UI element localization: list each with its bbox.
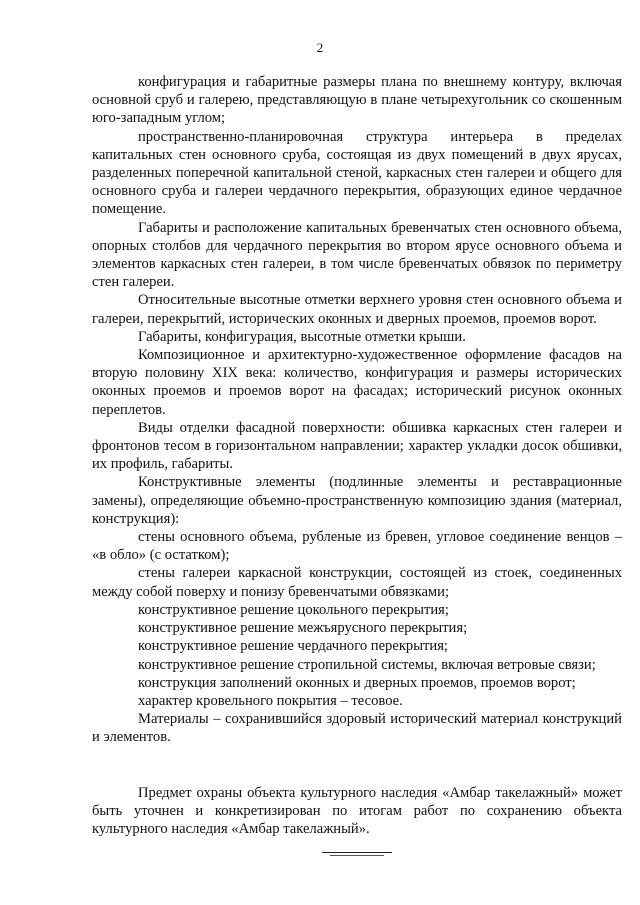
end-of-document-rule xyxy=(322,852,392,853)
paragraph-closing: Предмет охраны объекта культурного наследия «Амбар такелажный» может быть уточнен и конкретизирован по итогам работ по сохранению объекта культурного наследия «Амбар такелажный». xyxy=(92,785,622,838)
list-item-interstorey-floor: конструктивное решение межъярусного перекрытия; xyxy=(138,620,468,637)
paragraph-roof: Габариты, конфигурация, высотные отметки крыши. xyxy=(138,328,466,345)
paragraph-interior-structure: пространственно-планировочная структура интерьера в пределах капитальных стен основного сруба, состоящая из двух помещений в двух ярусах, разделенных поперечной капитальной стеной, каркасных стен галереи и общего для основного сруба и галереи чердачного перекрытия, образующих единое чердачное помещение. xyxy=(92,128,622,218)
list-item-attic-floor: конструктивное решение чердачного перекрытия; xyxy=(138,638,448,655)
list-item-openings-fill: конструкция заполнений оконных и дверных проемов, проемов ворот; xyxy=(138,674,576,691)
paragraph-materials: Материалы – сохранившийся здоровый исторический материал конструкций и элементов. xyxy=(92,711,622,746)
document-body xyxy=(92,73,622,747)
page-number: 2 xyxy=(316,40,324,55)
list-item-roofing: характер кровельного покрытия – тесовое. xyxy=(138,692,403,709)
paragraph-facade-finish: Виды отделки фасадной поверхности: обшивка каркасных стен галереи и фронтонов тесом в горизонтальном направлении; характер укладки досок обшивки, их профиль, габариты. xyxy=(92,419,622,473)
paragraph-wall-dimensions: Габариты и расположение капитальных бревенчатых стен основного объема, опорных столбов для чердачного перекрытия во втором ярусе основного объема и элементов каркасных стен галереи, в том числе бревенчатых обвязок по периметру стен галереи. xyxy=(92,219,622,291)
list-item-basement-floor: конструктивное решение цокольного перекрытия; xyxy=(138,601,449,618)
list-item-gallery-walls: стены галереи каркасной конструкции, состоящей из стоек, соединенных между собой поверху и понизу бревенчатыми обвязками; xyxy=(92,565,622,600)
list-item-rafter-system: конструктивное решение стропильной системы, включая ветровые связи; xyxy=(138,656,596,673)
paragraph-height-marks: Относительные высотные отметки верхнего уровня стен основного объема и галереи, перекрытий, исторических оконных и дверных проемов, проемов ворот. xyxy=(92,292,622,327)
paragraph-structural-elements: Конструктивные элементы (подлинные элементы и реставрационные замены), определяющие объемно-пространственную композицию здания (материал, конструкция): xyxy=(92,474,622,527)
paragraph-facade-design: Композиционное и архитектурно-художественное оформление фасадов на вторую половину XIX века: количество, конфигурация и размеры исторических оконных проемов и проемов ворот на фасадах; исторический рисунок оконных переплетов. xyxy=(92,347,622,418)
paragraph-plan-configuration: конфигурация и габаритные размеры плана по внешнему контуру, включая основной сруб и галерею, представляющую в плане четырехугольник со скошенным юго-западным углом; xyxy=(92,74,622,127)
closing-section xyxy=(92,784,622,839)
list-item-main-walls: стены основного объема, рубленые из бревен, угловое соединение венцов – «в обло» (с остатком); xyxy=(92,529,622,564)
